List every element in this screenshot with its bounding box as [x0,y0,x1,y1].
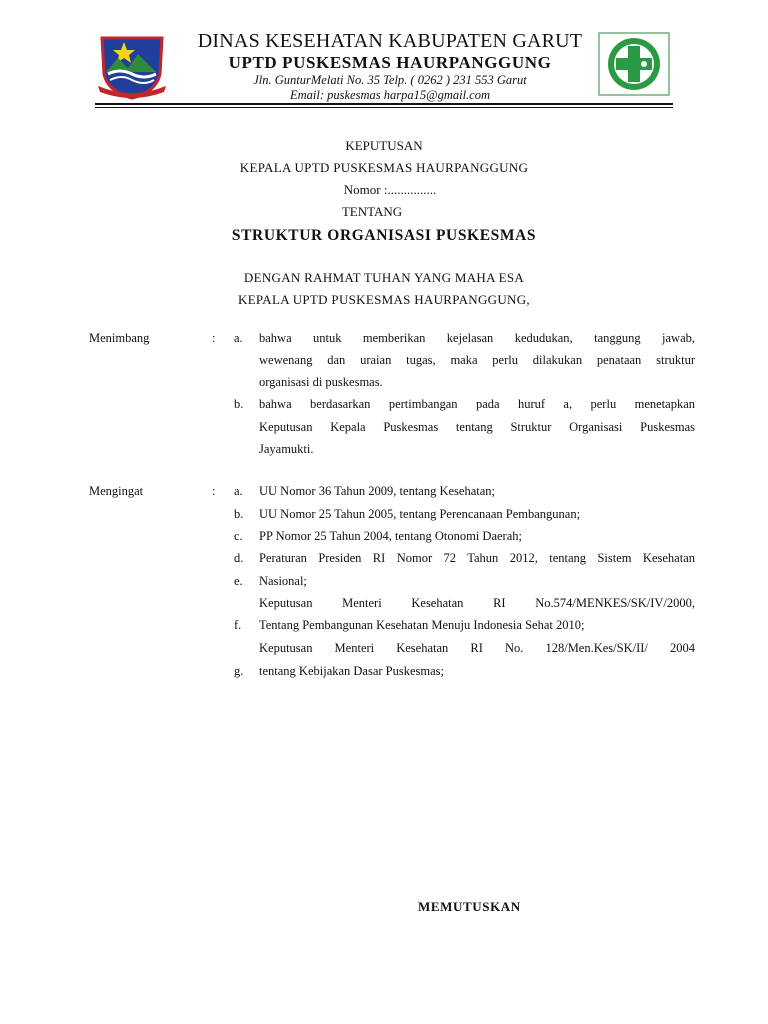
issuer: KEPALA UPTD PUSKESMAS HAURPANGGUNG [239,160,529,175]
mengingat-line: Keputusan Menteri Kesehatan RI No.574/MENKES/SK/IV/2000, [259,596,695,610]
menimbang-line: wewenang dan uraian tugas, maka perlu dilakukan penataan struktur [259,353,695,367]
decree-number: Nomor :............... [343,182,437,197]
menimbang-label: Menimbang [89,331,150,345]
letterhead-rule-thick [95,103,673,105]
doc-type: KEPUTUSAN [345,138,423,153]
letterhead-email: Email: puskesmas harpa15@gmail.com [289,88,491,102]
mengingat-line: UU Nomor 36 Tahun 2009, tentang Kesehatan; [259,484,495,498]
mengingat-mark-c: c. [234,529,243,543]
preamble-rahmat: DENGAN RAHMAT TUHAN YANG MAHA ESA [243,270,525,285]
mengingat-mark-a: a. [234,484,243,498]
garut-emblem-logo [96,34,168,100]
menimbang-line: bahwa berdasarkan pertimbangan pada huruf a, perlu menetapkan [259,397,695,411]
mengingat-line: Nasional; [259,574,307,588]
letterhead-unit: UPTD PUSKESMAS HAURPANGGUNG [228,53,552,72]
preamble-kepala: KEPALA UPTD PUSKESMAS HAURPANGGUNG, [238,292,530,307]
mengingat-line: Tentang Pembangunan Kesehatan Menuju Indonesia Sehat 2010; [259,618,585,632]
menimbang-colon: : [212,331,216,345]
mengingat-colon: : [212,484,216,498]
mengingat-mark-g: g. [234,664,244,678]
mengingat-line: Keputusan Menteri Kesehatan RI No. 128/Men.Kes/SK/II/ 2004 [259,641,695,655]
mengingat-line: Peraturan Presiden RI Nomor 72 Tahun 2012, tentang Sistem Kesehatan [259,551,695,565]
mengingat-mark-f: f. [234,618,242,632]
mengingat-label: Mengingat [89,484,144,498]
menimbang-line: Keputusan Kepala Puskesmas tentang Struktur Organisasi Puskesmas [259,420,695,434]
mengingat-mark-b: b. [234,507,244,521]
tentang-heading: TENTANG [341,204,403,219]
menimbang-line: Jayamukti. [259,442,314,456]
letterhead-agency: DINAS KESEHATAN KABUPATEN GARUT [197,30,583,52]
menimbang-line: bahwa untuk memberikan kejelasan kedudukan, tanggung jawab, [259,331,695,345]
mengingat-mark-d: d. [234,551,244,565]
memutuskan-heading: MEMUTUSKAN [418,899,521,914]
menimbang-mark-a: a. [234,331,243,345]
mengingat-line: tentang Kebijakan Dasar Puskesmas; [259,664,445,678]
mengingat-line: UU Nomor 25 Tahun 2005, tentang Perencanaan Pembangunan; [259,507,581,521]
mengingat-line: PP Nomor 25 Tahun 2004, tentang Otonomi Daerah; [259,529,522,543]
decree-subject: STRUKTUR ORGANISASI PUSKESMAS [231,227,537,244]
mengingat-mark-e: e. [234,574,243,588]
letterhead-rule-thin [95,107,673,108]
menimbang-mark-b: b. [234,397,244,411]
letterhead-address: Jln. GunturMelati No. 35 Telp. ( 0262 ) 231 553 Garut [253,73,527,87]
menimbang-line: organisasi di puskesmas. [259,375,383,389]
